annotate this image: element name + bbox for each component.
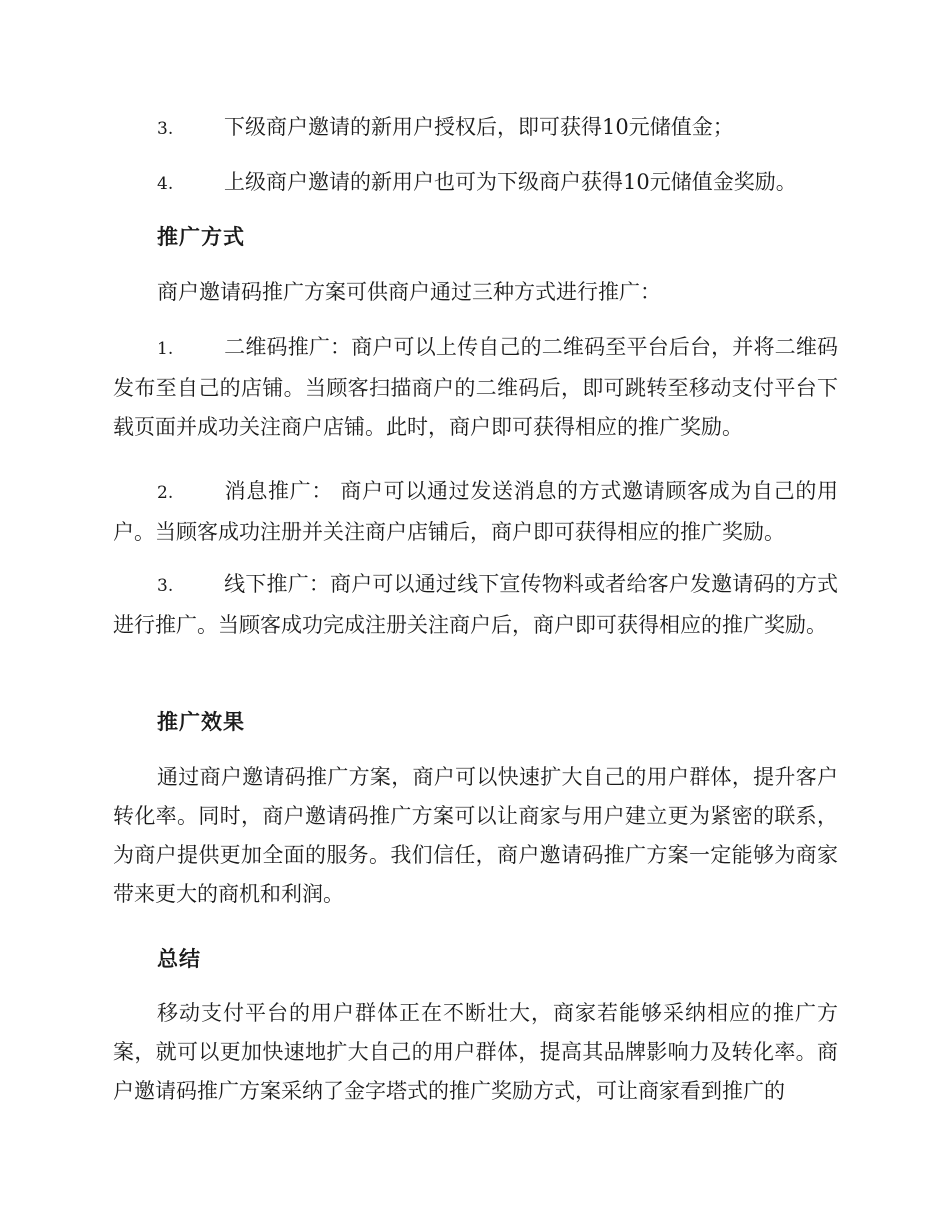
list-number: 2. xyxy=(157,483,174,503)
list-item xyxy=(113,163,838,204)
list-text: 上级商户邀请的新用户也可为下级商户获得10元储值金奖励。 xyxy=(224,170,797,194)
list-item xyxy=(113,108,838,149)
list-item xyxy=(113,472,838,552)
list-text: 下级商户邀请的新用户授权后，即可获得10元储值金； xyxy=(224,115,734,139)
intro-paragraph: 商户邀请码推广方案可供商户通过三种方式进行推广： xyxy=(157,280,661,304)
list-text: 二维码推广：商户可以上传自己的二维码至平台后台，并将二维码发布至自己的店铺。当顾客扫描商户的二维码后，即可跳转至移动支付平台下载页面并成功关注商户店铺。此时，商户即可获得相应的推广奖励。 xyxy=(113,335,838,439)
section-heading-method: 推广方式 xyxy=(157,225,245,249)
list-text: 消息推广： 商户可以通过发送消息的方式邀请顾客成为自己的用户。当顾客成功注册并关注商户店铺后，商户即可获得相应的推广奖励。 xyxy=(113,479,838,544)
list-item xyxy=(113,328,838,447)
list-item xyxy=(113,565,838,645)
summary-paragraph: 移动支付平台的用户群体正在不断壮大，商家若能够采纳相应的推广方案，就可以更加快速地扩大自己的用户群体，提高其品牌影响力及转化率。商户邀请码推广方案采纳了金字塔式的推广奖励方式，可让商家看到推广的 xyxy=(113,1001,838,1103)
list-text: 线下推广：商户可以通过线下宣传物料或者给客户发邀请码的方式进行推广。当顾客成功完成注册关注商户后，商户即可获得相应的推广奖励。 xyxy=(113,572,838,637)
list-number: 3. xyxy=(157,119,174,139)
list-number: 1. xyxy=(157,339,174,359)
section-heading-summary: 总结 xyxy=(157,947,201,971)
list-number: 3. xyxy=(157,576,174,596)
list-number: 4. xyxy=(157,174,174,194)
effect-paragraph: 通过商户邀请码推广方案，商户可以快速扩大自己的用户群体，提升客户转化率。同时，商户邀请码推广方案可以让商家与用户建立更为紧密的联系，为商户提供更加全面的服务。我们信任，商户邀请码推广方案一定能够为商家带来更大的商机和利润。 xyxy=(113,765,838,906)
section-heading-effect: 推广效果 xyxy=(157,710,245,734)
